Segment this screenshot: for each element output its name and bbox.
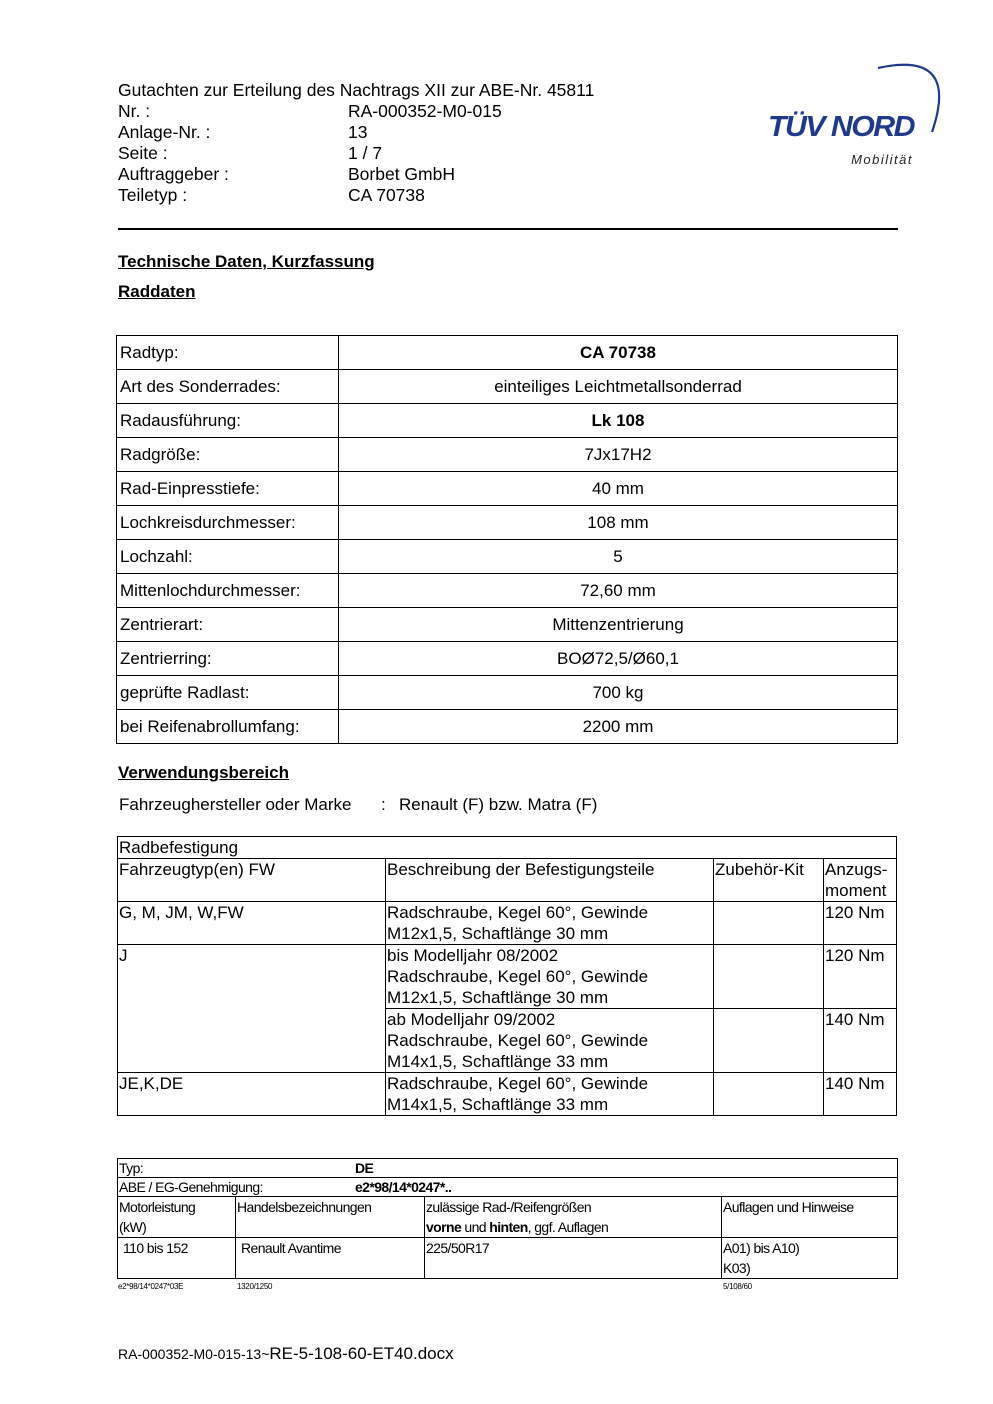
table-row (117, 540, 898, 574)
cell-typ: J (118, 945, 386, 1073)
cell-line: Radschraube, Kegel 60°, Gewinde (387, 1074, 649, 1093)
tuv-nord-logo (760, 60, 950, 175)
cell-kit (714, 945, 824, 1009)
usage-label: Fahrzeughersteller oder Marke (119, 795, 352, 814)
table-row (118, 902, 897, 945)
header-field-label: Nr. : (118, 101, 151, 121)
section-title-verwendungsbereich: Verwendungsbereich (118, 763, 289, 782)
row-label: Radgröße: (117, 438, 339, 472)
cell-moment: 140 Nm (824, 1009, 897, 1073)
table-row (118, 1159, 898, 1178)
row-value: 108 mm (339, 506, 898, 540)
usage-value: Renault (F) bzw. Matra (F) (399, 795, 598, 814)
raddaten-table (116, 335, 898, 744)
genehmigung-row-cell (118, 1178, 898, 1197)
row-label: Radtyp: (117, 336, 339, 370)
abe-table (117, 1158, 898, 1279)
genehmigung-label: ABE / EG-Genehmigung: (119, 1179, 263, 1195)
row-value: einteiliges Leichtmetallsonderrad (339, 370, 898, 404)
column-header-moment (824, 859, 897, 902)
table-row (117, 438, 898, 472)
row-value: 5 (339, 540, 898, 574)
typ-label: Typ: (119, 1160, 144, 1176)
header-und: und (461, 1219, 490, 1235)
document-header (118, 80, 594, 206)
header-line: moment (825, 881, 887, 900)
column-header-beschreibung: Beschreibung der Befestigungsteile (386, 859, 714, 902)
cell-line: Radschraube, Kegel 60°, Gewinde (387, 903, 649, 922)
header-field-label: Seite : (118, 143, 168, 163)
section-title: Technische Daten, Kurzfassung (118, 252, 375, 271)
cell-reifen: 225/50R17 (425, 1238, 722, 1279)
row-label: Lochkreisdurchmesser: (117, 506, 339, 540)
table-title-row (118, 837, 897, 859)
section-subtitle-raddaten: Raddaten (118, 282, 196, 301)
header-field-label: Auftraggeber : (118, 164, 229, 184)
cell-line: A01) bis A10) (723, 1240, 800, 1256)
radbefestigung-table (117, 836, 897, 1116)
row-value: 40 mm (339, 472, 898, 506)
cell-typ: JE,K,DE (118, 1073, 386, 1116)
cell-typ: G, M, JM, W,FW (118, 902, 386, 945)
header-field-value: 13 (348, 122, 368, 142)
cell-line: M12x1,5, Schaftlänge 30 mm (387, 924, 609, 943)
row-label: geprüfte Radlast: (117, 676, 339, 710)
table-row (118, 1073, 897, 1116)
header-field-value: RA-000352-M0-015 (348, 101, 502, 121)
cell-line: M12x1,5, Schaftlänge 30 mm (387, 988, 609, 1007)
footnote-gewicht: 1320/1250 (237, 1282, 273, 1291)
table-row (117, 370, 898, 404)
column-header-motor (118, 1197, 236, 1238)
header-line (426, 1217, 720, 1237)
row-value: 72,60 mm (339, 574, 898, 608)
row-value: 700 kg (339, 676, 898, 710)
row-label: Zentrierart: (117, 608, 339, 642)
row-value: BOØ72,5/Ø60,1 (339, 642, 898, 676)
cell-kit (714, 1073, 824, 1116)
table-row (117, 608, 898, 642)
table-row (118, 1178, 898, 1197)
table-row (117, 472, 898, 506)
cell-line: Radschraube, Kegel 60°, Gewinde (387, 967, 649, 986)
footnote-genehmigung: e2*98/14*0247*03E (118, 1282, 184, 1291)
row-label: Zentrierring: (117, 642, 339, 676)
table-row (117, 574, 898, 608)
header-line: Anzugs- (825, 860, 888, 879)
table-row (117, 336, 898, 370)
header-rule (118, 228, 898, 230)
document-title: Gutachten zur Erteilung des Nachtrags XII zur ABE-Nr. 45811 (118, 80, 595, 100)
cell-handel: Renault Avantime (236, 1238, 425, 1279)
header-field-label: Anlage-Nr. : (118, 122, 211, 142)
cell-auflagen (722, 1238, 898, 1279)
row-label: Rad-Einpresstiefe: (117, 472, 339, 506)
header-field-value: 1 / 7 (348, 143, 383, 163)
cell-beschreibung (386, 1073, 714, 1116)
usage-separator: : (381, 795, 386, 814)
footnote-lochkreis: 5/108/60 (723, 1282, 752, 1291)
table-header-row (118, 1197, 898, 1238)
header-hinten: hinten (489, 1219, 528, 1235)
footer-filename (118, 1344, 454, 1364)
column-header-kit: Zubehör-Kit (714, 859, 824, 902)
table-row (117, 404, 898, 438)
typ-row-cell (118, 1159, 898, 1178)
row-value: 2200 mm (339, 710, 898, 744)
footer-file: RE-5-108-60-ET40.docx (269, 1344, 454, 1363)
cell-beschreibung (386, 945, 714, 1009)
cell-moment: 120 Nm (824, 945, 897, 1009)
table-row (117, 676, 898, 710)
table-row (117, 710, 898, 744)
header-field-label: Teiletyp : (118, 185, 188, 205)
header-field-value: CA 70738 (348, 185, 425, 205)
table-row (117, 506, 898, 540)
row-value: Mittenzentrierung (339, 608, 898, 642)
cell-kit (714, 902, 824, 945)
header-field-value: Borbet GmbH (348, 164, 455, 184)
genehmigung-value: e2*98/14*0247*.. (355, 1179, 452, 1195)
cell-line: M14x1,5, Schaftlänge 33 mm (387, 1052, 609, 1071)
cell-line: M14x1,5, Schaftlänge 33 mm (387, 1095, 609, 1114)
header-line: Motorleistung (119, 1199, 196, 1215)
column-header-typ: Fahrzeugtyp(en) FW (118, 859, 386, 902)
header-rest: , ggf. Auflagen (527, 1219, 609, 1235)
table-row (117, 642, 898, 676)
header-field-seite (118, 143, 594, 164)
row-label: Mittenlochdurchmesser: (117, 574, 339, 608)
logo-sub-text: Mobilität (851, 152, 913, 167)
header-field-nr (118, 101, 594, 122)
row-label: bei Reifenabrollumfang: (117, 710, 339, 744)
cell-beschreibung (386, 902, 714, 945)
cell-moment: 120 Nm (824, 902, 897, 945)
row-value: CA 70738 (339, 336, 898, 370)
column-header-auflagen: Auflagen und Hinweise (722, 1197, 898, 1238)
footer-prefix: RA-000352-M0-015-13~ (118, 1346, 270, 1362)
row-value: 7Jx17H2 (339, 438, 898, 472)
cell-line: Radschraube, Kegel 60°, Gewinde (387, 1031, 649, 1050)
header-line: (kW) (119, 1219, 147, 1235)
header-field-auftraggeber (118, 164, 594, 185)
cell-line: K03) (723, 1260, 751, 1276)
column-header-reifen (425, 1197, 722, 1238)
cell-moment: 140 Nm (824, 1073, 897, 1116)
row-label: Art des Sonderrades: (117, 370, 339, 404)
table-title: Radbefestigung (118, 837, 897, 859)
header-line: zulässige Rad-/Reifengrößen (426, 1199, 592, 1215)
row-label: Radausführung: (117, 404, 339, 438)
logo-brand-text: TÜV NORD (768, 111, 908, 143)
typ-value: DE (355, 1160, 374, 1176)
cell-kit (714, 1009, 824, 1073)
header-field-anlage (118, 122, 594, 143)
row-value: Lk 108 (339, 404, 898, 438)
cell-motor: 110 bis 152 (118, 1238, 236, 1279)
cell-line: bis Modelljahr 08/2002 (387, 946, 559, 965)
header-vorne: vorne (426, 1219, 462, 1235)
usage-line (119, 795, 597, 815)
cell-beschreibung (386, 1009, 714, 1073)
cell-line: ab Modelljahr 09/2002 (387, 1010, 556, 1029)
table-row (118, 1238, 898, 1279)
row-label: Lochzahl: (117, 540, 339, 574)
header-field-teiletyp (118, 185, 594, 206)
column-header-handel: Handelsbezeichnungen (236, 1197, 425, 1238)
table-header-row (118, 859, 897, 902)
table-row (118, 945, 897, 1009)
